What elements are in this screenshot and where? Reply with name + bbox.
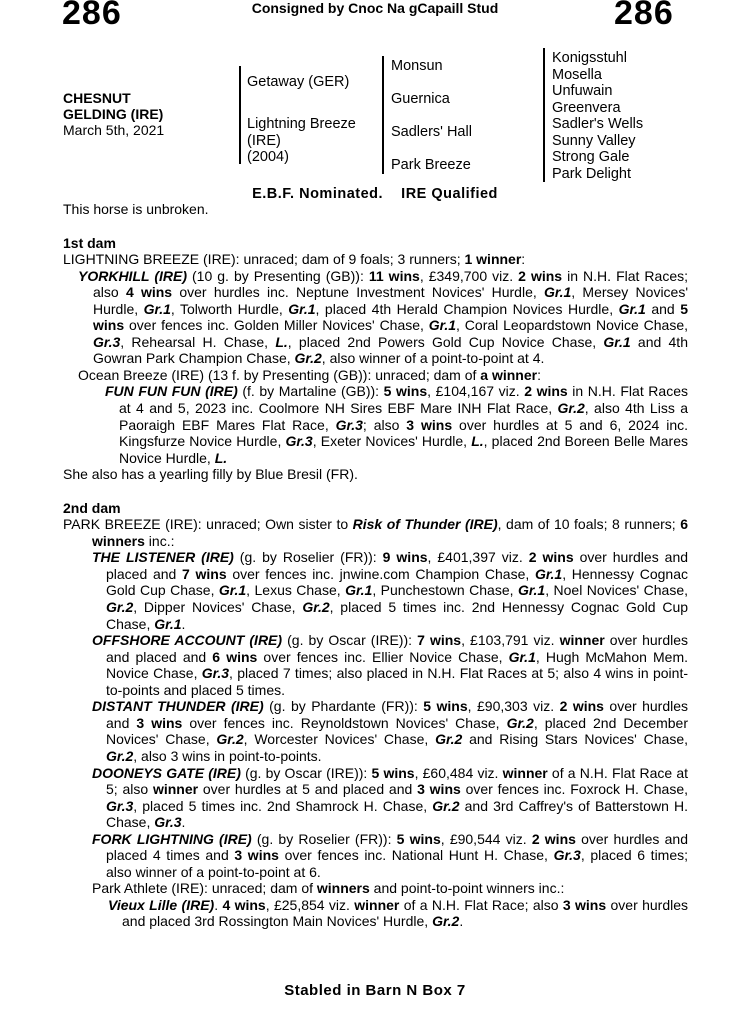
produce-dooneys-gate: DOONEYS GATE (IRE) (g. by Oscar (IRE)): 5 wins, £60,484 viz. winner of a N.H. Flat Race at 5; also winner over hurdles at 5 and placed and 3 wins over fences inc. Foxrock H. Chase, Gr.3, placed 5 times inc. 2nd Shamrock H. Chase, Gr.2 and 3rd Caffrey's of Batterstown H. Chase, Gr.3. <box>92 764 688 831</box>
catalogue-body <box>63 201 688 930</box>
produce-the-listener: THE LISTENER (IRE) (g. by Roselier (FR)): 9 wins, £401,397 viz. 2 wins over hurdles and placed and 7 wins over fences inc. jnwine.com Champion Chase, Gr.1, Hennessy Cognac Gold Cup Chase, Gr.1, Lexus Chase, Gr.1, Punchestown Chase, Gr.1, Noel Novices' Chase, Gr.2, Dipper Novices' Chase, Gr.2, placed 5 times inc. 2nd Hennessy Cognac Gold Cup Chase, Gr.1. <box>92 549 689 632</box>
consignor: Consigned by Cnoc Na gCapaill Stud <box>251 0 499 16</box>
lot-number-right: 286 <box>614 0 674 32</box>
produce-park-athlete: Park Athlete (IRE): unraced; dam of winners and point-to-point winners inc.: <box>92 880 565 897</box>
pedigree-great-grandparents: Konigsstuhl Mosella Unfuwain Greenvera Sadler's Wells Sunny Valley Strong Gale Park Delight <box>552 50 644 182</box>
second-dam-line: PARK BREEZE (IRE): unraced; Own sister to Risk of Thunder (IRE), dam of 10 foals; 8 runners; 6 winners inc.: <box>63 516 688 549</box>
pedigree-grandparent: Monsun <box>391 58 443 74</box>
stabling-location: Stabled in Barn N Box 7 <box>284 982 466 999</box>
horse-description <box>63 90 164 138</box>
pedigree-dam: Lightning Breeze (IRE) (2004) <box>247 116 356 165</box>
produce-fork-lightning: FORK LIGHTNING (IRE) (g. by Roselier (FR)): 5 wins, £90,544 viz. 2 wins over hurdles and placed 4 times and 3 wins over fences inc. National Hunt H. Chase, Gr.3, placed 6 times; also winner of a point-to-point at 6. <box>92 830 689 880</box>
pedigree-grandparent: Park Breeze <box>391 157 471 173</box>
first-dam-line: LIGHTNING BREEZE (IRE): unraced; dam of 9 foals; 3 runners; 1 winner: <box>63 251 526 268</box>
horse-sex: GELDING (IRE) <box>63 106 164 122</box>
nomination-status: E.B.F. Nominated. IRE Qualified <box>252 186 498 202</box>
pedigree-bracket-1 <box>239 66 241 164</box>
produce-ocean-breeze: Ocean Breeze (IRE) (13 f. by Presenting (GB)): unraced; dam of a winner: <box>78 366 541 383</box>
horse-colour: CHESNUT <box>63 90 131 106</box>
produce-fun-fun-fun: FUN FUN FUN (IRE) (f. by Martaline (GB)): 5 wins, £104,167 viz. 2 wins in N.H. Flat Races at 4 and 5, 2023 inc. Coolmore NH Sires EBF Mare INH Flat Race, Gr.2, also 4th Liss a Paoraigh EBF Mares Flat Race, Gr.3; also 3 wins over hurdles at 5 and 6, 2024 inc. Kingsfurze Novice Hurdle, Gr.3, Exeter Novices' Hurdle, L., placed 2nd Boreen Belle Mares Novice Hurdle, L. <box>105 383 688 466</box>
pedigree-sire: Getaway (GER) <box>247 74 350 90</box>
pedigree-grandparent: Guernica <box>391 91 450 107</box>
foaling-date: March 5th, 2021 <box>63 122 165 138</box>
lot-number-left: 286 <box>62 0 122 32</box>
produce-offshore-account: OFFSHORE ACCOUNT (IRE) (g. by Oscar (IRE)): 7 wins, £103,791 viz. winner over hurdles and placed and 6 wins over fences inc. Ellier Novice Chase, Gr.1, Hugh McMahon Mem. Novice Chase, Gr.3, placed 7 times; also placed in N.H. Flat Races at 5; also 4 wins in point-to-points and placed 5 times. <box>92 632 689 698</box>
pedigree-grandparent: Sadlers' Hall <box>391 124 472 140</box>
pedigree-bracket-3 <box>543 48 545 182</box>
unbroken-note: This horse is unbroken. <box>63 201 209 217</box>
produce-yorkhill: YORKHILL (IRE) (10 g. by Presenting (GB)): 11 wins, £349,700 viz. 2 wins in N.H. Flat Races; also 4 wins over hurdles inc. Neptune Investment Novices' Hurdle, Gr.1, Mersey Novices' Hurdle, Gr.1, Tolworth Hurdle, Gr.1, placed 4th Herald Champion Novices Hurdle, Gr.1 and 5 wins over fences inc. Golden Miller Novices' Chase, Gr.1, Coral Leopardstown Novice Chase, Gr.3, Rehearsal H. Chase, L., placed 2nd Powers Gold Cup Novice Chase, Gr.1 and 4th Gowran Park Champion Chase, Gr.2, also winner of a point-to-point at 4. <box>78 267 689 367</box>
first-dam-heading: 1st dam <box>63 234 116 251</box>
second-dam-heading: 2nd dam <box>63 499 121 516</box>
pedigree-bracket-2 <box>382 56 384 174</box>
yearling-note: She also has a yearling filly by Blue Bresil (FR). <box>63 466 358 483</box>
produce-distant-thunder: DISTANT THUNDER (IRE) (g. by Phardante (FR)): 5 wins, £90,303 viz. 2 wins over hurdles and 3 wins over fences inc. Reynoldstown Novices' Chase, Gr.2, placed 2nd December Novices' Chase, Gr.2, Worcester Novices' Chase, Gr.2 and Rising Stars Novices' Chase, Gr.2, also 3 wins in point-to-points. <box>92 698 689 764</box>
produce-vieux-lille: Vieux Lille (IRE). 4 wins, £25,854 viz. winner of a N.H. Flat Race; also 3 wins over hurdles and placed 3rd Rossington Main Novices' Hurdle, Gr.2. <box>108 896 689 930</box>
